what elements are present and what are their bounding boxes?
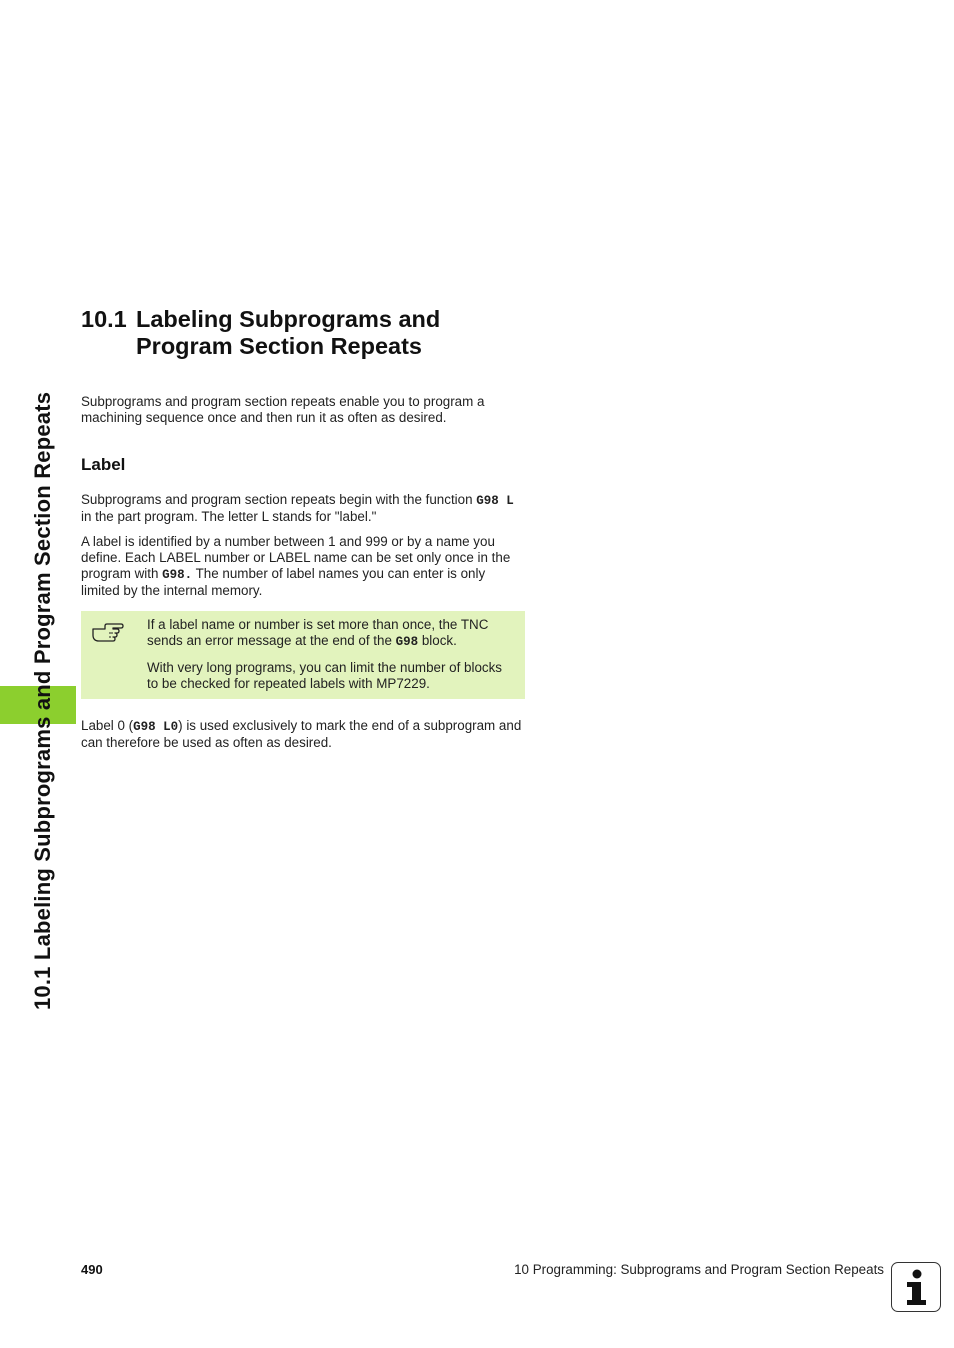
section-number: 10.1 xyxy=(81,306,127,332)
title-line-2: Program Section Repeats xyxy=(136,333,423,359)
intro-paragraph: Subprograms and program section repeats enable you to program a machining sequence once and then run it as often as desired. xyxy=(81,394,485,425)
side-chapter-title: 10.1 Labeling Subprograms and Program Section Repeats xyxy=(30,391,55,1010)
label-zero-paragraph: Label 0 (G98 L0) is used exclusively to mark the end of a subprogram and can therefore be used as often as desired. xyxy=(81,718,522,750)
label-paragraph-2: A label is identified by a number between 1 and 999 or by a name you define. Each LABEL number or LABEL name can be set only once in the program with G98. The number of label names you can enter is only limited by the internal memory. xyxy=(81,534,511,598)
note-paragraph-2: With very long programs, you can limit the number of blocks to be checked for repeated labels with MP7229. xyxy=(147,660,502,691)
footer-chapter-title: 10 Programming: Subprograms and Program Section Repeats xyxy=(514,1262,884,1277)
section-heading: Label xyxy=(81,455,126,474)
page-content xyxy=(81,306,525,751)
title-line-1: Labeling Subprograms and xyxy=(136,306,441,332)
code-g98-l: G98 L xyxy=(476,494,514,508)
page-number: 490 xyxy=(81,1262,103,1277)
code-g98: G98. xyxy=(162,568,193,582)
label-paragraph-1: Subprograms and program section repeats begin with the function G98 L in the part program. The letter L stands for "label." xyxy=(81,492,514,524)
page-title xyxy=(81,306,525,360)
code-g98-note: G98 xyxy=(395,635,419,649)
code-g98-l0: G98 L0 xyxy=(133,720,179,734)
pointing-hand-icon xyxy=(91,621,125,643)
info-icon xyxy=(891,1262,941,1312)
note-box xyxy=(81,611,525,699)
note-paragraph-1: If a label name or number is set more than once, the TNC sends an error message at the end of the G98 block. xyxy=(147,617,489,649)
